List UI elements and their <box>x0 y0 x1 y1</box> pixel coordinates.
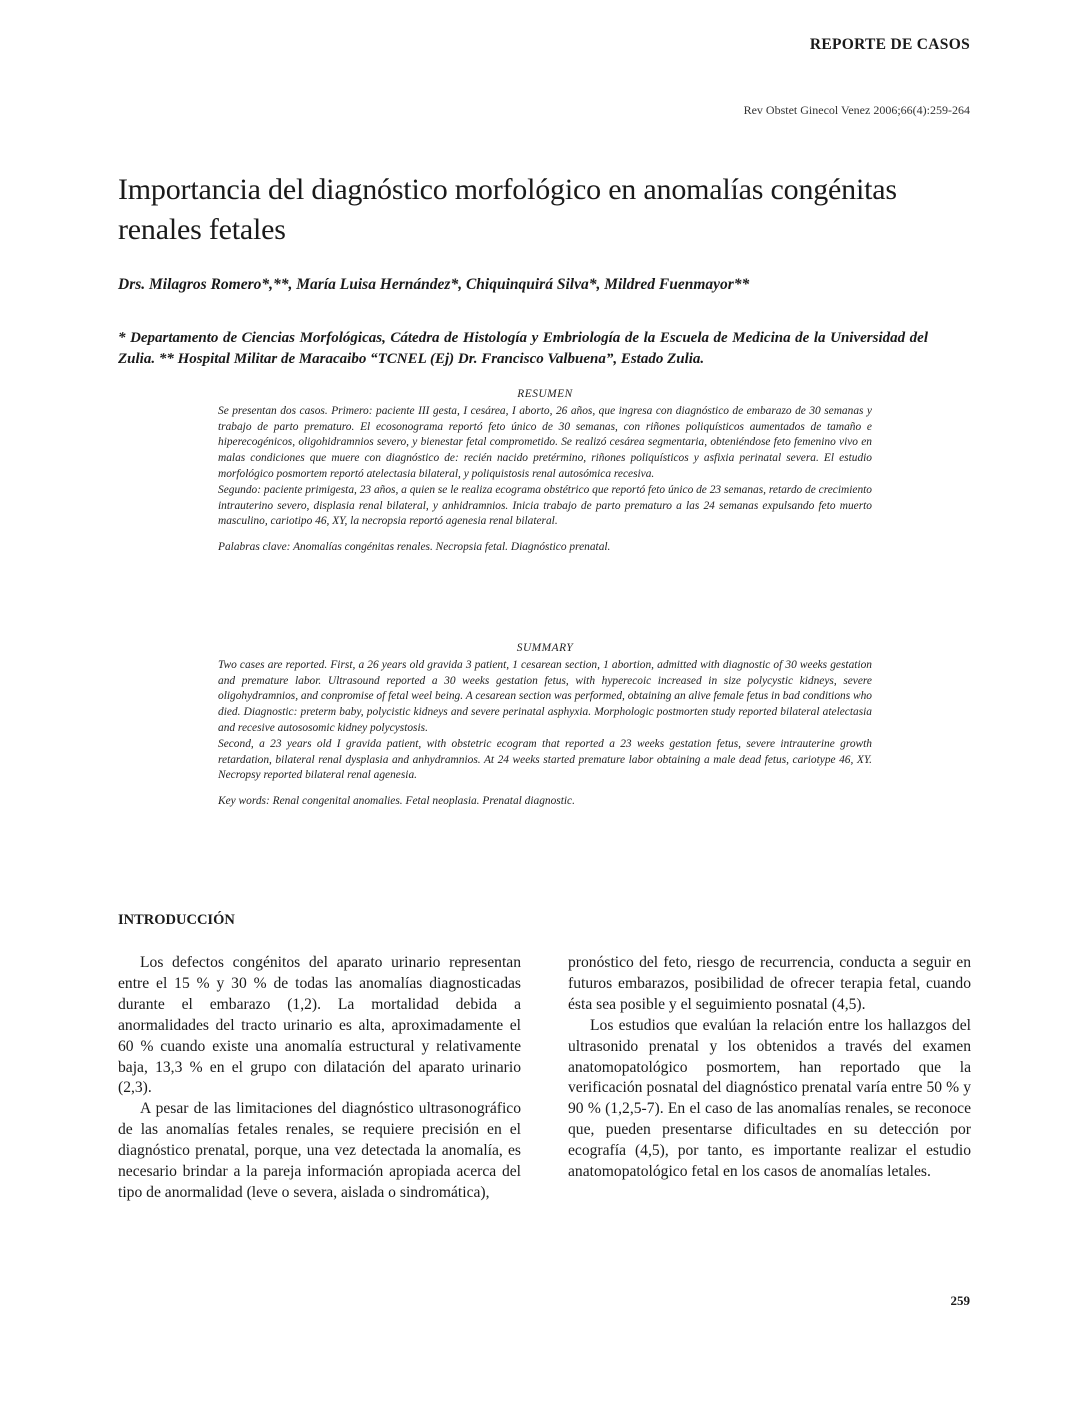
summary-block <box>218 641 872 810</box>
resumen-block <box>218 387 872 556</box>
resumen-keywords: Palabras clave: Anomalías congénitas renales. Necropsia fetal. Diagnóstico prenatal. <box>218 541 611 554</box>
intro-paragraph-4: Los estudios que evalúan la relación entre los hallazgos del ultrasonido prenatal y los obtenidos a través del examen anatomopatológico posmortem, han reportado que la verificación posnatal del diagnóstico prenatal varía entre 50 % y 90 % (1,2,5-7). En el caso de las anomalías renales, se reconoce que, pueden presentarse dificultades en su detección por ecografía (4,5), por tanto, es importante realizar el estudio anatomopatológico fetal en los casos de anomalías letales. <box>568 1016 971 1181</box>
resumen-paragraph-2: Segundo: paciente primigesta, 23 años, a quien se le realiza ecograma obstétrico que reportó feto único de 23 semanas, retardo de crecimiento intrauterino severo, displasia renal bilateral, y anhidramnios. Inicia trabajo de parto prematuro a las 24 semanas expulsando feto muerto masculino, cariotipo 46, XY, la necropsia reportó agenesia renal bilateral. <box>218 483 872 528</box>
article-title: Importancia del diagnóstico morfológico en anomalías congénitas renales fetales <box>118 173 897 246</box>
body-column-left <box>118 953 521 1204</box>
resumen-heading: RESUMEN <box>517 388 573 400</box>
introduction-heading: INTRODUCCIÓN <box>118 912 235 928</box>
intro-paragraph-1: Los defectos congénitos del aparato urinario representan entre el 15 % y 30 % de todas las anomalías diagnosticadas durante el embarazo (1,2). La mortalidad debida a anormalidades del tracto urinario es alta, aproximadamente el 60 % cuando existe una anomalía estructural y relativamente baja, 13,3 % en el grupo con dilatación del aparato urinario (2,3). <box>118 954 521 1097</box>
author-list: Drs. Milagros Romero*,**, María Luisa Hernández*, Chiquinquirá Silva*, Mildred Fuenmayor** <box>118 276 750 293</box>
summary-keywords: Key words: Renal congenital anomalies. Fetal neoplasia. Prenatal diagnostic. <box>218 795 575 808</box>
page-number: 259 <box>950 1293 970 1308</box>
affiliation: * Departamento de Ciencias Morfológicas, Cátedra de Histología y Embriología de la Escuela de Medicina de la Universidad del Zulia. ** Hospital Militar de Maracaibo “TCNEL (Ej) Dr. Francisco Valbuena”, Estado Zulia. <box>118 330 928 367</box>
summary-paragraph-2: Second, a 23 years old I gravida patient, with obstetric ecogram that reported a 23 weeks gestation fetus, severe intrauterine growth retardation, bilateral renal dysplasia and anhydramnios. At 24 weeks started premature labor obtaining a male dead fetus, cariotype 46, XY. Necropsy reported bilateral renal agenesia. <box>218 737 872 782</box>
body-column-right <box>568 953 971 1183</box>
resumen-paragraph-1: Se presentan dos casos. Primero: paciente III gesta, I cesárea, I aborto, 26 años, que ingresa con diagnóstico de embarazo de 30 semanas y trabajo de parto prematuro. El ecosonograma reportó feto único de 30 semanas, con riñones poliquísticos aumentados de tamaño e hiperecogénicos, oligohidramnios severo, y bienestar fetal comprometido. Se realizó cesárea segmentaria, obteniéndose feto femenino vivo en malas condiciones que muere con diagnóstico de: recién nacido pretérmino, riñones poliquísticos y asfixia perinatal severa. El estudio morfológico posmortem reportó atelectasia bilateral, y poliquistosis renal autosómica recesiva. <box>218 404 872 480</box>
summary-paragraph-1: Two cases are reported. First, a 26 years old gravida 3 patient, 1 cesarean section, 1 abortion, admitted with diagnostic of 30 weeks gestation and premature labor. Ultrasound reported a 30 weeks gestation fetus, with hyperecoic increased in size polycystic kidneys, severe oligohydramnios, and conpromise of fetal weel being. A cesarean section was performed, obtaining an alive female fetus in bad conditions who died. Diagnostic: preterm baby, polycistic kidneys and severe perinatal asphyxia. Morphologic postmorten study reported bilateral atelectasia and recesive autososomic kidney polycystosis. <box>218 658 872 734</box>
journal-citation: Rev Obstet Ginecol Venez 2006;66(4):259-264 <box>743 103 970 117</box>
intro-paragraph-2: A pesar de las limitaciones del diagnóstico ultrasonográfico de las anomalías fetales renales, se requiere precisión en el diagnóstico prenatal, porque, una vez detectada la anomalía, es necesario brindar a la pareja información apropiada acerca del tipo de anormalidad (leve o severa, aislada o sindromática), <box>118 1100 521 1201</box>
intro-paragraph-3: pronóstico del feto, riesgo de recurrencia, conducta a seguir en futuros embarazos, posibilidad de ofrecer terapia fetal, cuando ésta sea posible y el seguimiento posnatal (4,5). <box>568 954 971 1013</box>
summary-heading: SUMMARY <box>516 642 574 654</box>
section-label: REPORTE DE CASOS <box>809 36 970 53</box>
